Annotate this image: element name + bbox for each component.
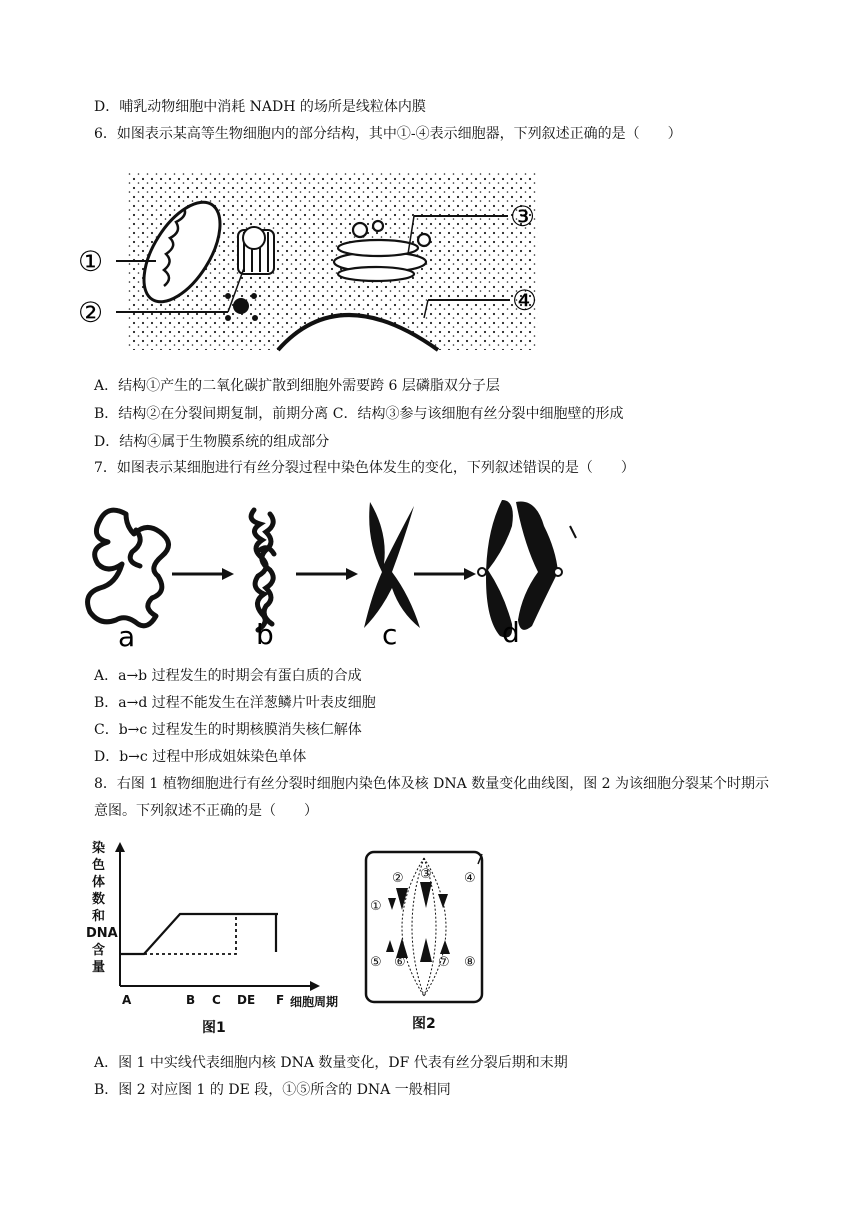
cell-label-3: ③ bbox=[510, 200, 536, 233]
xtick-c: C bbox=[212, 993, 221, 1007]
fig2-label-8: ⑧ bbox=[464, 955, 476, 970]
q8-stem-line2: 意图。下列叙述不正确的是（ ） bbox=[94, 803, 318, 819]
ylabel-char-4: 数 bbox=[92, 892, 106, 907]
q6-stem: 6．如图表示某高等生物细胞内的部分结构，其中①-④表示细胞器，下列叙述正确的是（ ） bbox=[94, 126, 682, 142]
q7-option-a: A．a→b 过程发生的时期会有蛋白质的合成 bbox=[94, 668, 362, 684]
ylabel-char-2: 色 bbox=[92, 858, 106, 873]
chromosome-dashed-line bbox=[120, 914, 276, 954]
q8-stem-line1: 8．右图 1 植物细胞进行有丝分裂时细胞内染色体及核 DNA 数量变化曲线图，图 2 为该细胞分裂某个时期示 bbox=[94, 776, 770, 792]
ylabel-char-7: 含 bbox=[92, 943, 106, 958]
figure1-curve bbox=[86, 836, 362, 1038]
q6-option-a: A．结构①产生的二氧化碳扩散到细胞外需要跨 6 层磷脂双分子层 bbox=[94, 378, 500, 394]
fig2-label-7: ⑦ bbox=[438, 955, 450, 970]
chromosome-change-figure bbox=[84, 496, 594, 650]
q6-option-bc: B．结构②在分裂间期复制，前期分离 C．结构③参与该细胞有丝分裂中细胞壁的形成 bbox=[94, 406, 624, 422]
ylabel-char-5: 和 bbox=[92, 909, 106, 924]
cell-label-4: ④ bbox=[512, 284, 538, 317]
q8-option-b: B．图 2 对应图 1 的 DE 段，①⑤所含的 DNA 一般相同 bbox=[94, 1082, 451, 1098]
stage-label-c: c bbox=[382, 618, 398, 650]
x-axis-label: 细胞周期 bbox=[290, 995, 339, 1009]
q7-stem: 7．如图表示某细胞进行有丝分裂过程中染色体发生的变化，下列叙述错误的是（ ） bbox=[94, 460, 635, 476]
q5-option-d: D．哺乳动物细胞中消耗 NADH 的场所是线粒体内膜 bbox=[94, 99, 426, 115]
figure1-caption: 图1 bbox=[202, 1020, 226, 1036]
q6-option-d: D．结构④属于生物膜系统的组成部分 bbox=[94, 434, 330, 450]
q7-option-b: B．a→d 过程不能发生在洋葱鳞片叶表皮细胞 bbox=[94, 695, 376, 711]
condensing-chromosome-shape bbox=[251, 510, 274, 630]
xtick-e: E bbox=[247, 993, 256, 1007]
fig2-label-5: ⑤ bbox=[370, 955, 382, 970]
ylabel-char-8: 量 bbox=[92, 960, 106, 975]
q7-option-d: D．b→c 过程中形成姐妹染色单体 bbox=[94, 749, 307, 765]
fig2-label-6: ⑥ bbox=[394, 955, 406, 970]
fig2-label-3: ③ bbox=[420, 867, 432, 882]
fig2-label-2: ② bbox=[392, 871, 404, 886]
xtick-b: B bbox=[186, 993, 196, 1007]
ylabel-char-3: 体 bbox=[92, 875, 106, 890]
chromatin-shape bbox=[88, 510, 169, 626]
stage-label-b: b bbox=[256, 618, 274, 650]
xtick-d: D bbox=[237, 993, 247, 1007]
cell-structure-figure bbox=[78, 168, 548, 358]
cell-label-2: ② bbox=[78, 296, 104, 329]
stage-label-a: a bbox=[118, 620, 136, 650]
xtick-f: F bbox=[276, 993, 285, 1007]
ylabel-char-1: 染 bbox=[92, 841, 106, 856]
cell-label-1: ① bbox=[78, 245, 104, 278]
dna-solid-line bbox=[120, 914, 278, 954]
ylabel-char-6: DNA bbox=[86, 926, 118, 941]
stage-label-d: d bbox=[502, 616, 520, 649]
fig2-label-1: ① bbox=[370, 899, 382, 914]
separating-chromatid-right bbox=[516, 502, 558, 630]
centriole-shape bbox=[238, 227, 274, 274]
fig2-label-4: ④ bbox=[464, 871, 476, 886]
figure2-cell bbox=[360, 848, 492, 1036]
figure2-caption: 图2 bbox=[412, 1016, 436, 1032]
xtick-a: A bbox=[122, 993, 132, 1007]
metaphase-chromosome-shape bbox=[364, 502, 420, 628]
q7-option-c: C．b→c 过程发生的时期核膜消失核仁解体 bbox=[94, 722, 362, 738]
figure1-ylabel bbox=[86, 840, 118, 975]
q8-option-a: A．图 1 中实线代表细胞内核 DNA 数量变化，DF 代表有丝分裂后期和末期 bbox=[94, 1055, 568, 1071]
